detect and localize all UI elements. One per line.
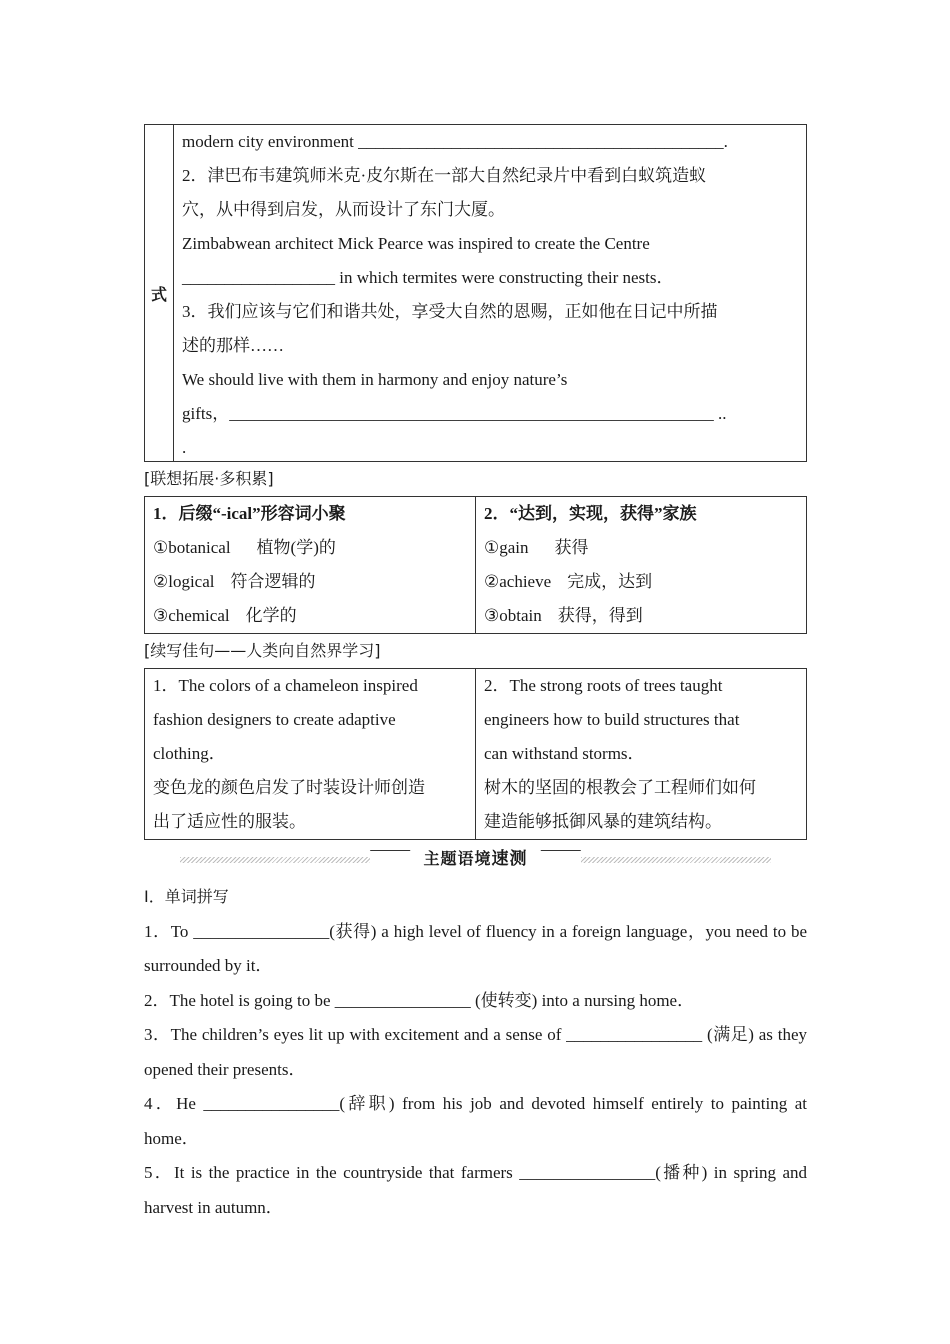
ical-adjectives-cell — [145, 497, 476, 634]
en-line: clothing． — [153, 744, 226, 763]
vocab-item: ②logical 符合逻辑的 — [153, 572, 316, 591]
side-label: 式 — [150, 284, 167, 304]
text-line: 2．津巴布韦建筑师米克·皮尔斯在一部大自然纪录片中看到白蚁筑造蚁 — [182, 166, 707, 185]
text-line: 穴，从中得到启发，从而设计了东门大厦。 — [182, 200, 505, 219]
en-line: can withstand storms． — [484, 744, 645, 763]
exercise-heading: Ⅰ．单词拼写 — [144, 887, 229, 906]
vocabulary-table — [144, 496, 807, 634]
achieve-family-cell — [476, 497, 807, 634]
vocab-item: ①gain 获得 — [484, 538, 589, 557]
exercise-item: 1．To ________________(获得) a high level of fluency in a foreign language，you need to be surrounded by it． — [144, 921, 807, 975]
spelling-exercise — [144, 880, 807, 1225]
banner-hatch-left — [180, 857, 370, 863]
exercise-item: 4．He ________________(辞职) from his job and devoted himself entirely to painting at home． — [144, 1094, 807, 1148]
en-line: 2．The strong roots of trees taught — [484, 676, 723, 695]
vocab-item: ②achieve 完成，达到 — [484, 572, 653, 591]
banner-title: 主题语境速测 — [411, 844, 539, 869]
banner-bracket-right — [540, 850, 589, 863]
vocab-item: ①botanical 植物(学)的 — [153, 538, 336, 557]
text-line: modern city environment ___________________________________________. — [182, 132, 728, 151]
section-title-continuation: [续写佳句——人类向自然界学习] — [144, 641, 381, 660]
section-title-association: [联想拓展·多积累] — [144, 469, 274, 488]
text-line: 3．我们应该与它们和谐共处，享受大自然的恩赐，正如他在日记中所描 — [182, 302, 718, 321]
cell-heading: 1．后缀“-ical”形容词小聚 — [153, 504, 346, 523]
vocab-item: ③chemical 化学的 — [153, 606, 297, 625]
text-line: __________________ in which termites were constructing their nests． — [182, 268, 674, 287]
zh-line: 建造能够抵御风暴的建筑结构。 — [484, 812, 722, 831]
vocab-item: ③obtain 获得，得到 — [484, 606, 643, 625]
sentence-cell-chameleon — [145, 669, 476, 840]
banner-hatch-right — [581, 857, 771, 863]
cell-heading: 2．“达到，实现，获得”家族 — [484, 504, 697, 523]
en-line: fashion designers to create adaptive — [153, 710, 396, 729]
quick-test-banner — [144, 840, 807, 880]
zh-line: 出了适应性的服装。 — [153, 812, 306, 831]
exercise-item: 3．The children’s eyes lit up with excitement and a sense of ________________ (满足) as they opened their presents． — [144, 1025, 807, 1079]
sentence-pattern-block — [144, 124, 807, 462]
good-sentences-table — [144, 668, 807, 840]
zh-line: 变色龙的颜色启发了时装设计师创造 — [153, 778, 425, 797]
text-line: . — [182, 438, 187, 457]
document-page — [144, 124, 807, 1225]
en-line: engineers how to build structures that — [484, 710, 740, 729]
sentence-cell-tree-roots — [476, 669, 807, 840]
exercise-item: 5．It is the practice in the countryside that farmers ________________(播种) in spring and harvest in autumn． — [144, 1163, 807, 1217]
side-label-cell — [145, 125, 174, 461]
banner-bracket-left — [361, 850, 410, 863]
text-line: We should live with them in harmony and enjoy nature’s — [182, 370, 568, 389]
exercise-item: 2．The hotel is going to be ________________ (使转变) into a nursing home． — [144, 990, 695, 1010]
en-line: 1．The colors of a chameleon inspired — [153, 676, 418, 695]
zh-line: 树木的坚固的根教会了工程师们如何 — [484, 778, 756, 797]
sentence-pattern-content — [174, 125, 806, 461]
text-line: 述的那样…… — [182, 336, 284, 355]
text-line: gifts，_________________________________________________________ .. — [182, 404, 727, 423]
text-line: Zimbabwean architect Mick Pearce was inspired to create the Centre — [182, 234, 650, 253]
